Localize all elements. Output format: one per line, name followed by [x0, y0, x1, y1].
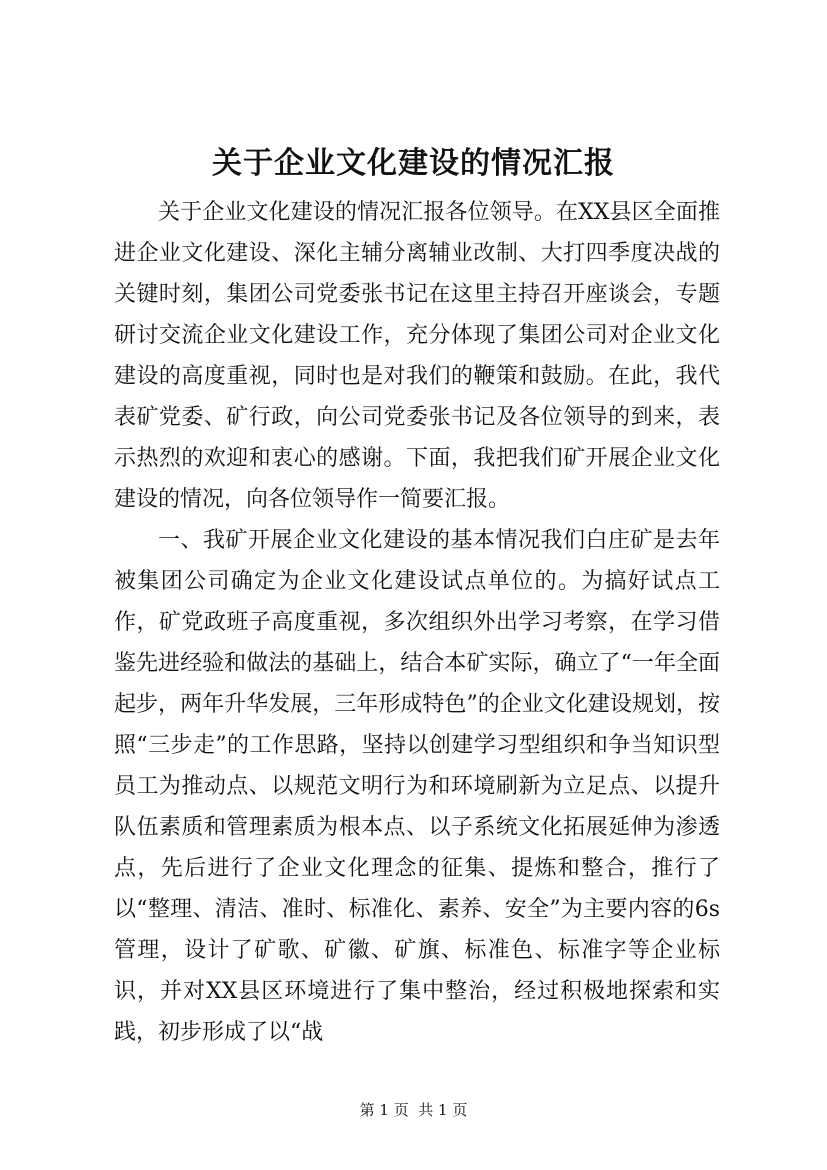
document-title: 关于企业文化建设的情况汇报: [212, 146, 615, 181]
page-footer: [0, 1098, 827, 1122]
document-body: [114, 192, 720, 1053]
paragraph-section-one: 一、我矿开展企业文化建设的基本情况我们白庄矿是去年被集团公司确定为企业文化建设试点单位的。为搞好试点工作，矿党政班子高度重视，多次组织外出学习考察，在学习借鉴先进经验和做法的基础上，结合本矿实际，确立了“一年全面起步，两年升华发展，三年形成特色”的企业文化建设规划，按照“三步走”的工作思路，坚持以创建学习型组织和争当知识型员工为推动点、以规范文明行为和环境刷新为立足点、以提升队伍素质和管理素质为根本点、以子系统文化拓展延伸为渗透点，先后进行了企业文化理念的征集、提炼和整合，推行了以“整理、清洁、准时、标准化、素养、安全”为主要内容的6s管理，设计了矿歌、矿徽、矿旗、标准色、标准字等企业标识，并对XX县区环境进行了集中整治，经过积极地探索和实践，初步形成了以“战: [114, 528, 720, 1045]
paragraph-intro: 关于企业文化建设的情况汇报各位领导。在XX县区全面推进企业文化建设、深化主辅分离辅业改制、大打四季度决战的关键时刻，集团公司党委张书记在这里主持召开座谈会，专题研讨交流企业文化建设工作，充分体现了集团公司对企业文化建设的高度重视，同时也是对我们的鞭策和鼓励。在此，我代表矿党委、矿行政，向公司党委张书记及各位领导的到来，表示热烈的欢迎和衷心的感谢。下面，我把我们矿开展企业文化建设的情况，向各位领导作一简要汇报。: [114, 200, 720, 512]
page-number-label: 第 1 页 共 1 页: [359, 1101, 468, 1119]
